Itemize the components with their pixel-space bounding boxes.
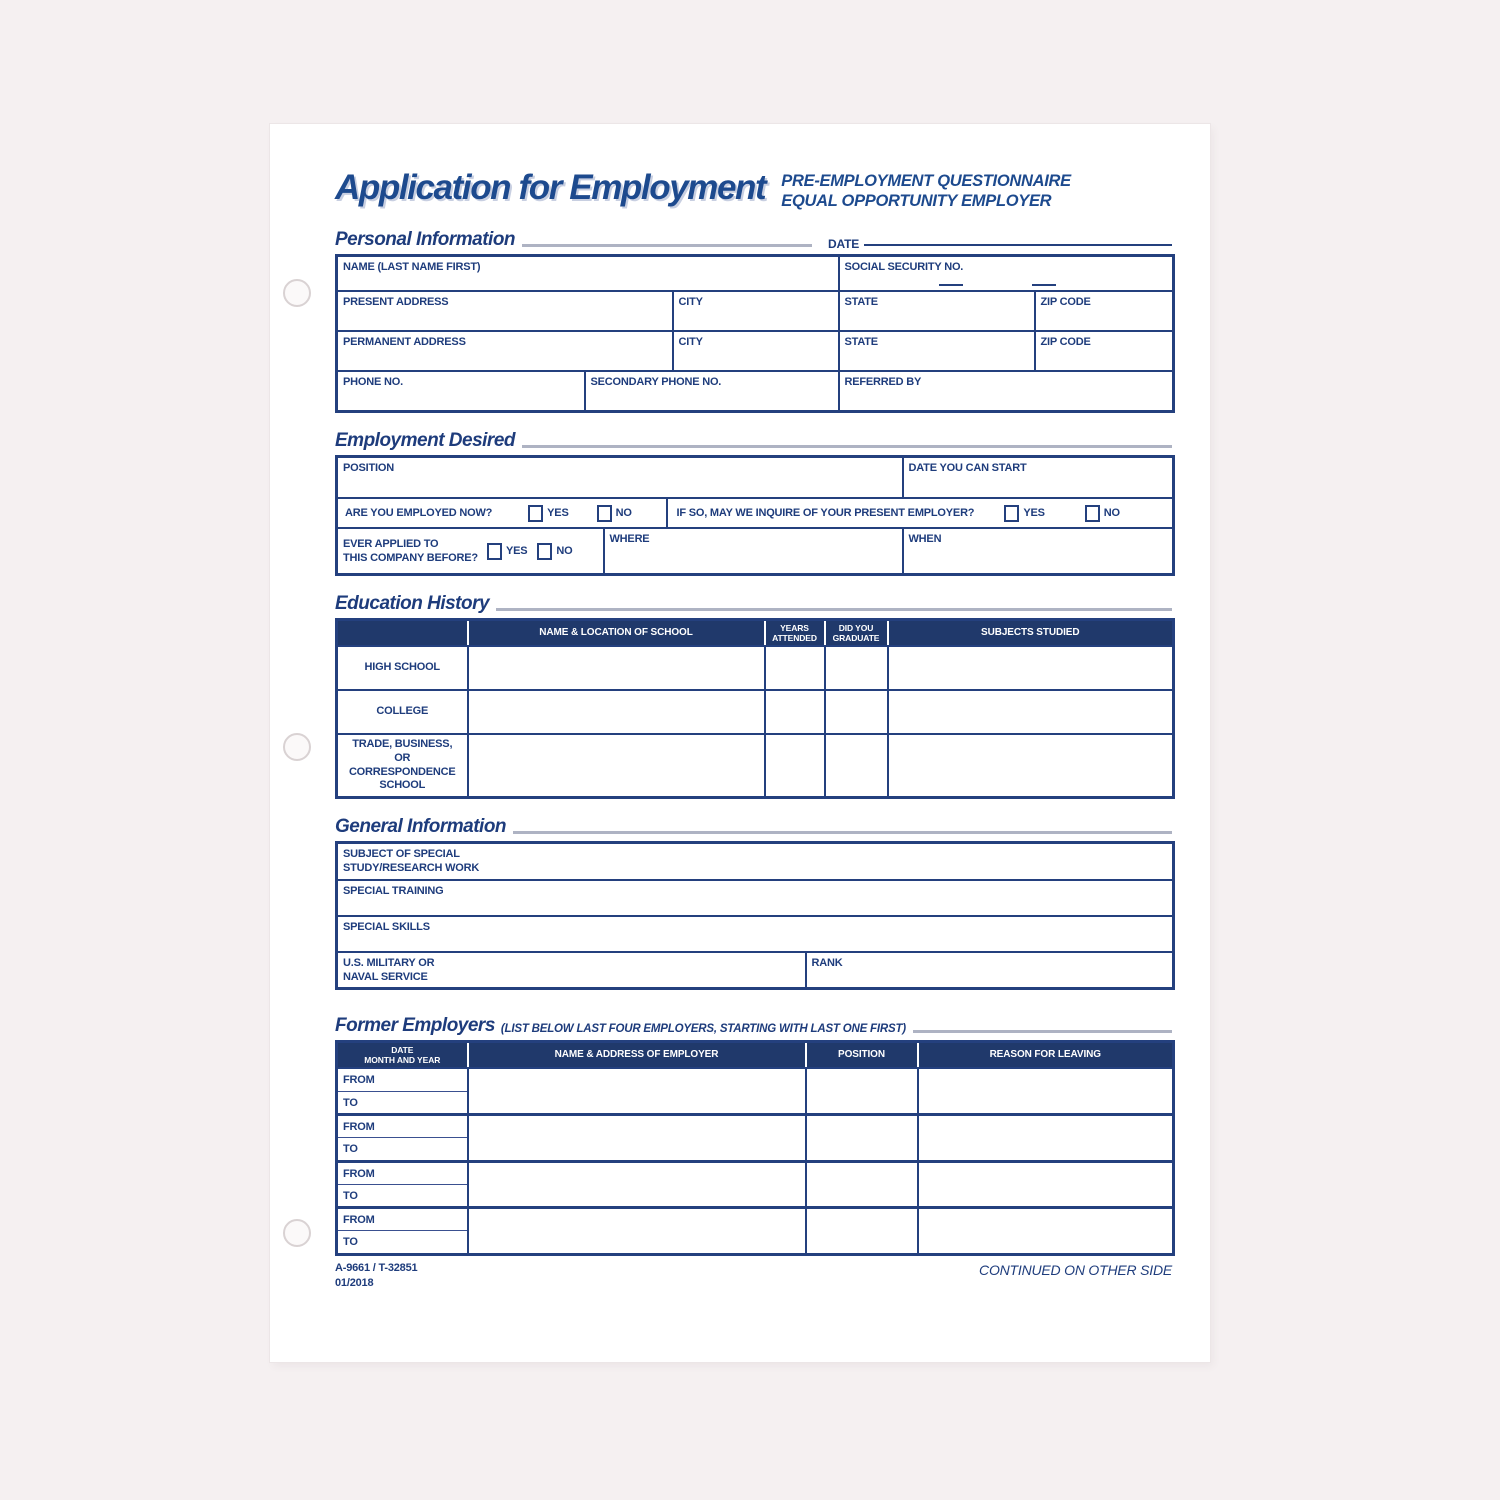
heading-rule	[522, 445, 1172, 448]
secondary-phone-label: SECONDARY PHONE NO.	[590, 376, 722, 389]
inquire-employer-cell	[667, 498, 1174, 528]
referred-by-field[interactable]	[839, 371, 1174, 411]
employer-3-reason-field[interactable]	[918, 1161, 1174, 1208]
ssn-dash	[1032, 284, 1056, 286]
general-information-table	[335, 841, 1175, 990]
from-label: FROM	[343, 1214, 375, 1227]
zip-code-label: ZIP CODE	[1040, 296, 1091, 309]
employer-2-name-address-field[interactable]	[468, 1114, 806, 1161]
employer-column-header: NAME & ADDRESS OF EMPLOYER	[468, 1042, 806, 1069]
yes-label: YES	[1023, 507, 1045, 520]
form-footer	[335, 1261, 1172, 1291]
date-you-can-start-field[interactable]	[903, 456, 1174, 498]
when-label: WHEN	[908, 533, 942, 546]
college-name-field[interactable]	[468, 690, 765, 734]
from-label: FROM	[343, 1167, 375, 1180]
years-attended-column-header: YEARS ATTENDED	[765, 619, 825, 646]
employer-1-reason-field[interactable]	[918, 1068, 1174, 1114]
heading-rule	[913, 1030, 1172, 1033]
trade-school-name-field[interactable]	[468, 734, 765, 798]
employer-1-name-address-field[interactable]	[468, 1068, 806, 1114]
school-column-header: NAME & LOCATION OF SCHOOL	[468, 619, 765, 646]
employer-4-from-field[interactable]	[337, 1208, 468, 1231]
to-label: TO	[343, 1096, 358, 1109]
special-study-field[interactable]	[337, 842, 1174, 879]
yes-label: YES	[505, 545, 528, 558]
hole-punch	[283, 279, 311, 307]
section-title-personal: Personal Information	[335, 229, 516, 250]
ssn-field[interactable]	[839, 255, 1174, 291]
no-label: NO	[556, 545, 573, 558]
employer-2-to-field[interactable]	[337, 1138, 468, 1161]
present-address-field[interactable]	[337, 291, 673, 331]
employer-3-from-field[interactable]	[337, 1161, 468, 1184]
permanent-zip-field[interactable]	[1035, 331, 1174, 371]
present-city-field[interactable]	[673, 291, 839, 331]
former-employers-note: (LIST BELOW LAST FOUR EMPLOYERS, STARTING WITH LAST ONE FIRST)	[500, 1023, 906, 1036]
employed-now-yes-checkbox[interactable]	[528, 505, 543, 522]
section-title-former-employers: Former Employers	[335, 1015, 495, 1037]
high-school-name-field[interactable]	[468, 646, 765, 690]
employer-4-to-field[interactable]	[337, 1231, 468, 1254]
special-training-field[interactable]	[337, 880, 1174, 916]
employer-3-name-address-field[interactable]	[468, 1161, 806, 1208]
college-subjects-field[interactable]	[888, 690, 1174, 734]
no-label: NO	[1103, 507, 1120, 520]
employer-4-name-address-field[interactable]	[468, 1208, 806, 1255]
secondary-phone-field[interactable]	[585, 371, 839, 411]
employer-3-position-field[interactable]	[806, 1161, 918, 1208]
employer-4-reason-field[interactable]	[918, 1208, 1174, 1255]
to-label: TO	[343, 1236, 358, 1249]
state-label: STATE	[844, 336, 878, 349]
military-service-label: U.S. MILITARY OR NAVAL SERVICE	[343, 956, 435, 983]
special-training-label: SPECIAL TRAINING	[343, 884, 444, 897]
employer-4-position-field[interactable]	[806, 1208, 918, 1255]
inquire-no-checkbox[interactable]	[1085, 505, 1100, 522]
form-title: Application for Employment	[335, 168, 766, 207]
hole-punch	[283, 733, 311, 761]
special-study-label: SUBJECT OF SPECIAL STUDY/RESEARCH WORK	[343, 847, 480, 875]
employment-desired-table	[335, 455, 1175, 576]
high-school-subjects-field[interactable]	[888, 646, 1174, 690]
special-skills-label: SPECIAL SKILLS	[343, 920, 430, 933]
page-header	[335, 168, 1172, 218]
date-label: DATE	[828, 236, 860, 251]
name-field[interactable]	[337, 255, 839, 291]
where-field[interactable]	[604, 528, 903, 574]
employed-now-label: ARE YOU EMPLOYED NOW?	[345, 507, 493, 520]
subtitle-line-1: PRE-EMPLOYMENT QUESTIONNAIRE	[781, 172, 1071, 190]
ever-applied-label: EVER APPLIED TO THIS COMPANY BEFORE?	[343, 537, 478, 565]
section-title-employment: Employment Desired	[335, 429, 515, 451]
permanent-address-label: PERMANENT ADDRESS	[343, 336, 466, 349]
personal-information-heading	[335, 230, 1172, 251]
education-history-table	[335, 618, 1175, 799]
high-school-graduate-field[interactable]	[825, 646, 888, 690]
employer-2-position-field[interactable]	[806, 1114, 918, 1161]
phone-field[interactable]	[337, 371, 585, 411]
personal-information-table	[335, 254, 1175, 413]
college-graduate-field[interactable]	[825, 690, 888, 734]
no-label: NO	[615, 507, 632, 520]
military-service-field[interactable]	[337, 952, 806, 989]
employer-3-to-field[interactable]	[337, 1184, 468, 1207]
date-column-header: DATE MONTH AND YEAR	[337, 1042, 468, 1069]
date-line[interactable]	[864, 244, 1172, 246]
zip-code-label: ZIP CODE	[1040, 336, 1091, 349]
college-row-label: COLLEGE	[337, 690, 468, 734]
ever-applied-yes-checkbox[interactable]	[487, 543, 502, 560]
when-field[interactable]	[903, 528, 1174, 574]
yes-label: YES	[547, 507, 569, 520]
position-field[interactable]	[337, 456, 903, 498]
education-row-header-column	[337, 619, 468, 646]
continued-note: CONTINUED ON OTHER SIDE	[979, 1261, 1172, 1278]
name-label: NAME (LAST NAME FIRST)	[343, 260, 481, 273]
position-label: POSITION	[343, 461, 394, 474]
from-label: FROM	[343, 1120, 375, 1133]
ssn-dash	[939, 284, 963, 286]
employer-2-reason-field[interactable]	[918, 1114, 1174, 1161]
college-years-field[interactable]	[765, 690, 825, 734]
city-label: CITY	[678, 336, 703, 349]
ssn-label: SOCIAL SECURITY NO.	[844, 260, 964, 273]
rank-label: RANK	[811, 956, 843, 969]
position-column-header: POSITION	[806, 1042, 918, 1069]
permanent-address-field[interactable]	[337, 331, 673, 371]
employment-desired-heading	[335, 431, 1172, 452]
hole-punch	[283, 1219, 311, 1247]
general-information-heading	[335, 817, 1172, 838]
subtitle-line-2: EQUAL OPPORTUNITY EMPLOYER	[781, 191, 1052, 210]
where-label: WHERE	[609, 533, 650, 546]
inquire-yes-checkbox[interactable]	[1004, 505, 1019, 522]
employed-now-no-checkbox[interactable]	[597, 505, 612, 522]
heading-rule	[513, 831, 1172, 834]
employer-1-position-field[interactable]	[806, 1068, 918, 1114]
to-label: TO	[343, 1189, 358, 1202]
application-form-page	[270, 124, 1210, 1362]
phone-label: PHONE NO.	[343, 376, 403, 389]
referred-by-label: REFERRED BY	[844, 376, 922, 389]
employed-now-cell	[337, 498, 667, 528]
section-title-general: General Information	[335, 816, 507, 838]
employer-1-from-field[interactable]	[337, 1068, 468, 1091]
heading-rule	[522, 244, 812, 247]
ever-applied-no-checkbox[interactable]	[537, 543, 552, 560]
trade-school-years-field[interactable]	[765, 734, 825, 798]
did-you-graduate-column-header: DID YOU GRADUATE	[825, 619, 888, 646]
form-subtitle	[781, 172, 1071, 212]
section-title-education: Education History	[335, 592, 490, 614]
high-school-years-field[interactable]	[765, 646, 825, 690]
employer-2-from-field[interactable]	[337, 1114, 468, 1137]
subjects-studied-column-header: SUBJECTS STUDIED	[888, 619, 1174, 646]
rank-field[interactable]	[806, 952, 1174, 989]
trade-school-row-label: TRADE, BUSINESS, OR CORRESPONDENCE SCHOOL	[337, 734, 468, 798]
inquire-employer-label: IF SO, MAY WE INQUIRE OF YOUR PRESENT EMPLOYER?	[676, 507, 975, 520]
city-label: CITY	[678, 296, 703, 309]
state-label: STATE	[844, 296, 878, 309]
present-state-field[interactable]	[839, 291, 1035, 331]
trade-school-graduate-field[interactable]	[825, 734, 888, 798]
education-history-heading	[335, 594, 1172, 615]
reason-column-header: REASON FOR LEAVING	[918, 1042, 1174, 1069]
from-label: FROM	[343, 1074, 375, 1087]
to-label: TO	[343, 1143, 358, 1156]
present-zip-field[interactable]	[1035, 291, 1174, 331]
permanent-state-field[interactable]	[839, 331, 1035, 371]
special-skills-field[interactable]	[337, 916, 1174, 952]
ever-applied-cell	[337, 528, 604, 574]
employer-1-to-field[interactable]	[337, 1091, 468, 1114]
high-school-row-label: HIGH SCHOOL	[337, 646, 468, 690]
former-employers-heading	[335, 1016, 1172, 1037]
date-you-can-start-label: DATE YOU CAN START	[908, 461, 1027, 474]
trade-school-subjects-field[interactable]	[888, 734, 1174, 798]
permanent-city-field[interactable]	[673, 331, 839, 371]
heading-rule	[496, 608, 1172, 611]
present-address-label: PRESENT ADDRESS	[343, 296, 449, 309]
form-number: A-9661 / T-32851 01/2018	[335, 1261, 418, 1289]
former-employers-table	[335, 1040, 1175, 1256]
